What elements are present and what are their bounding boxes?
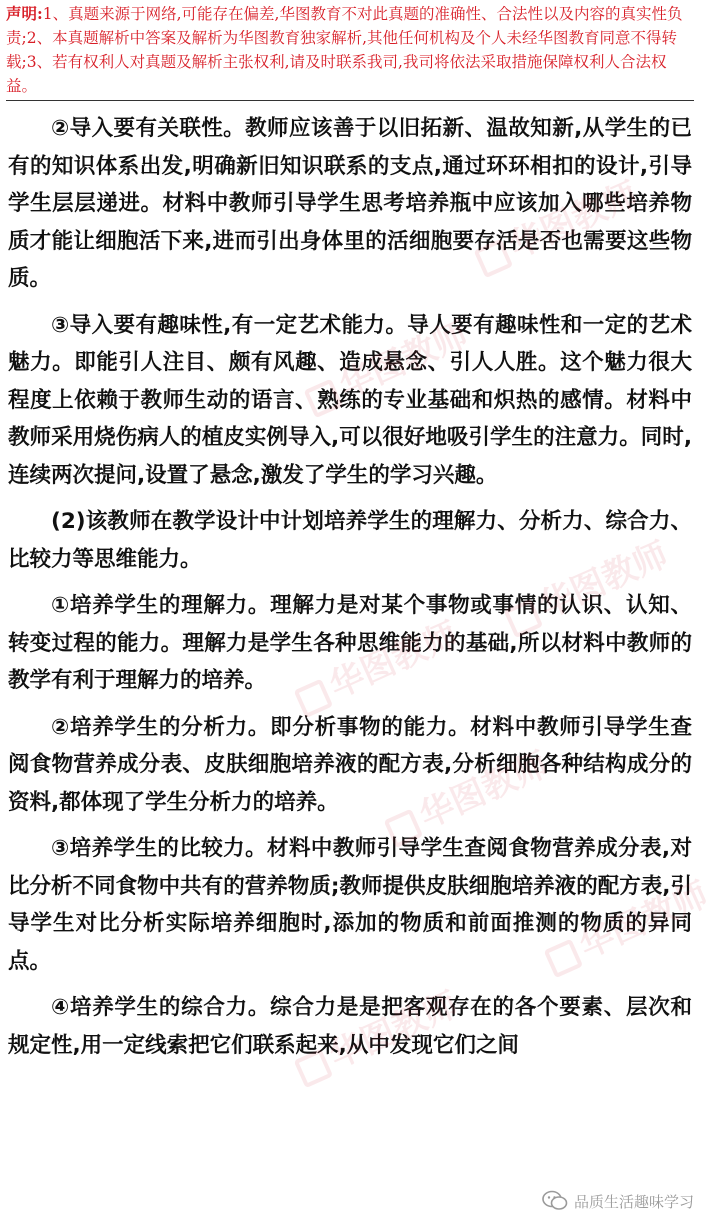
watermark: 华图教师 [537,867,714,982]
account-name: 品质生活趣味学习 [573,1192,694,1211]
disclaimer-notice [6,2,694,98]
wechat-account-badge [542,1190,694,1212]
paragraph: ③导入要有趣味性,有一定艺术能力。导人要有趣味性和一定的艺术魅力。即能引人注目、颇有风趣、造成悬念、引人人胜。这个魅力很大程度上依赖于教师生动的语言、熟练的专业基础和炽热的感情。材料中教师采用烧伤病人的植皮实例导入,可以很好地吸引学生的注意力。同时,连续两次提问,设置了悬念,激发了学生的学习兴趣。 [8,312,692,488]
paragraph: ②培养学生的分析力。即分析事物的能力。材料中教师引导学生查阅食物营养成分表、皮肤细胞培养液的配方表,分析细胞各种结构成分的资料,都体现了学生分析力的培养。 [8,714,692,815]
watermark: 华图教师 [467,167,644,282]
watermark: 华图教师 [287,977,464,1092]
watermark: 华图教师 [497,527,674,642]
paragraph: ④培养学生的综合力。综合力是是把客观存在的各个要素、层次和规定性,用一定线索把它们联系起来,从中发现它们之间 [8,995,692,1058]
watermark: 华图教师 [297,307,474,422]
paragraph: ②导入要有关联性。教师应该善于以旧拓新、温故知新,从学生的已有的知识体系出发,明确新旧知识联系的支点,通过环环相扣的设计,引导学生层层递进。材料中教师引导学生思考培养瓶中应该加入哪些培养物质才能让细胞活下来,进而引出身体里的活细胞要存活是否也需要这些物质。 [8,116,692,291]
watermark: 华图教师 [377,737,554,852]
disclaimer-label: 声明: [6,4,43,23]
wechat-icon [542,1190,568,1212]
disclaimer-text: 1、真题来源于网络,可能存在偏差,华图教育不对此真题的准确性、合法性以及内容的真实性负责;2、本真题解析中答案及解析为华图教育独家解析,其他任何机构及个人未经华图教育同意不得转载;3、若有权利人对真题及解析主张权利,请及时联系我司,我司将依法采取措施保障权利人合法权益。 [6,5,683,95]
article-body [8,110,692,1073]
paragraph: (2)该教师在教学设计中计划培养学生的理解力、分析力、综合力、比较力等思维能力。 [8,509,692,572]
divider [6,100,694,101]
paragraph: ③培养学生的比较力。材料中教师引导学生查阅食物营养成分表,对比分析不同食物中共有的营养物质;教师提供皮肤细胞培养液的配方表,引导学生对比分析实际培养细胞时,添加的物质和前面推测的物质的异同点。 [8,836,692,974]
watermark: 华图教师 [287,607,464,722]
paragraph: ①培养学生的理解力。理解力是对某个事物或事情的认识、认知、转变过程的能力。理解力是学生各种思维能力的基础,所以材料中教师的教学有利于理解力的培养。 [8,593,692,693]
